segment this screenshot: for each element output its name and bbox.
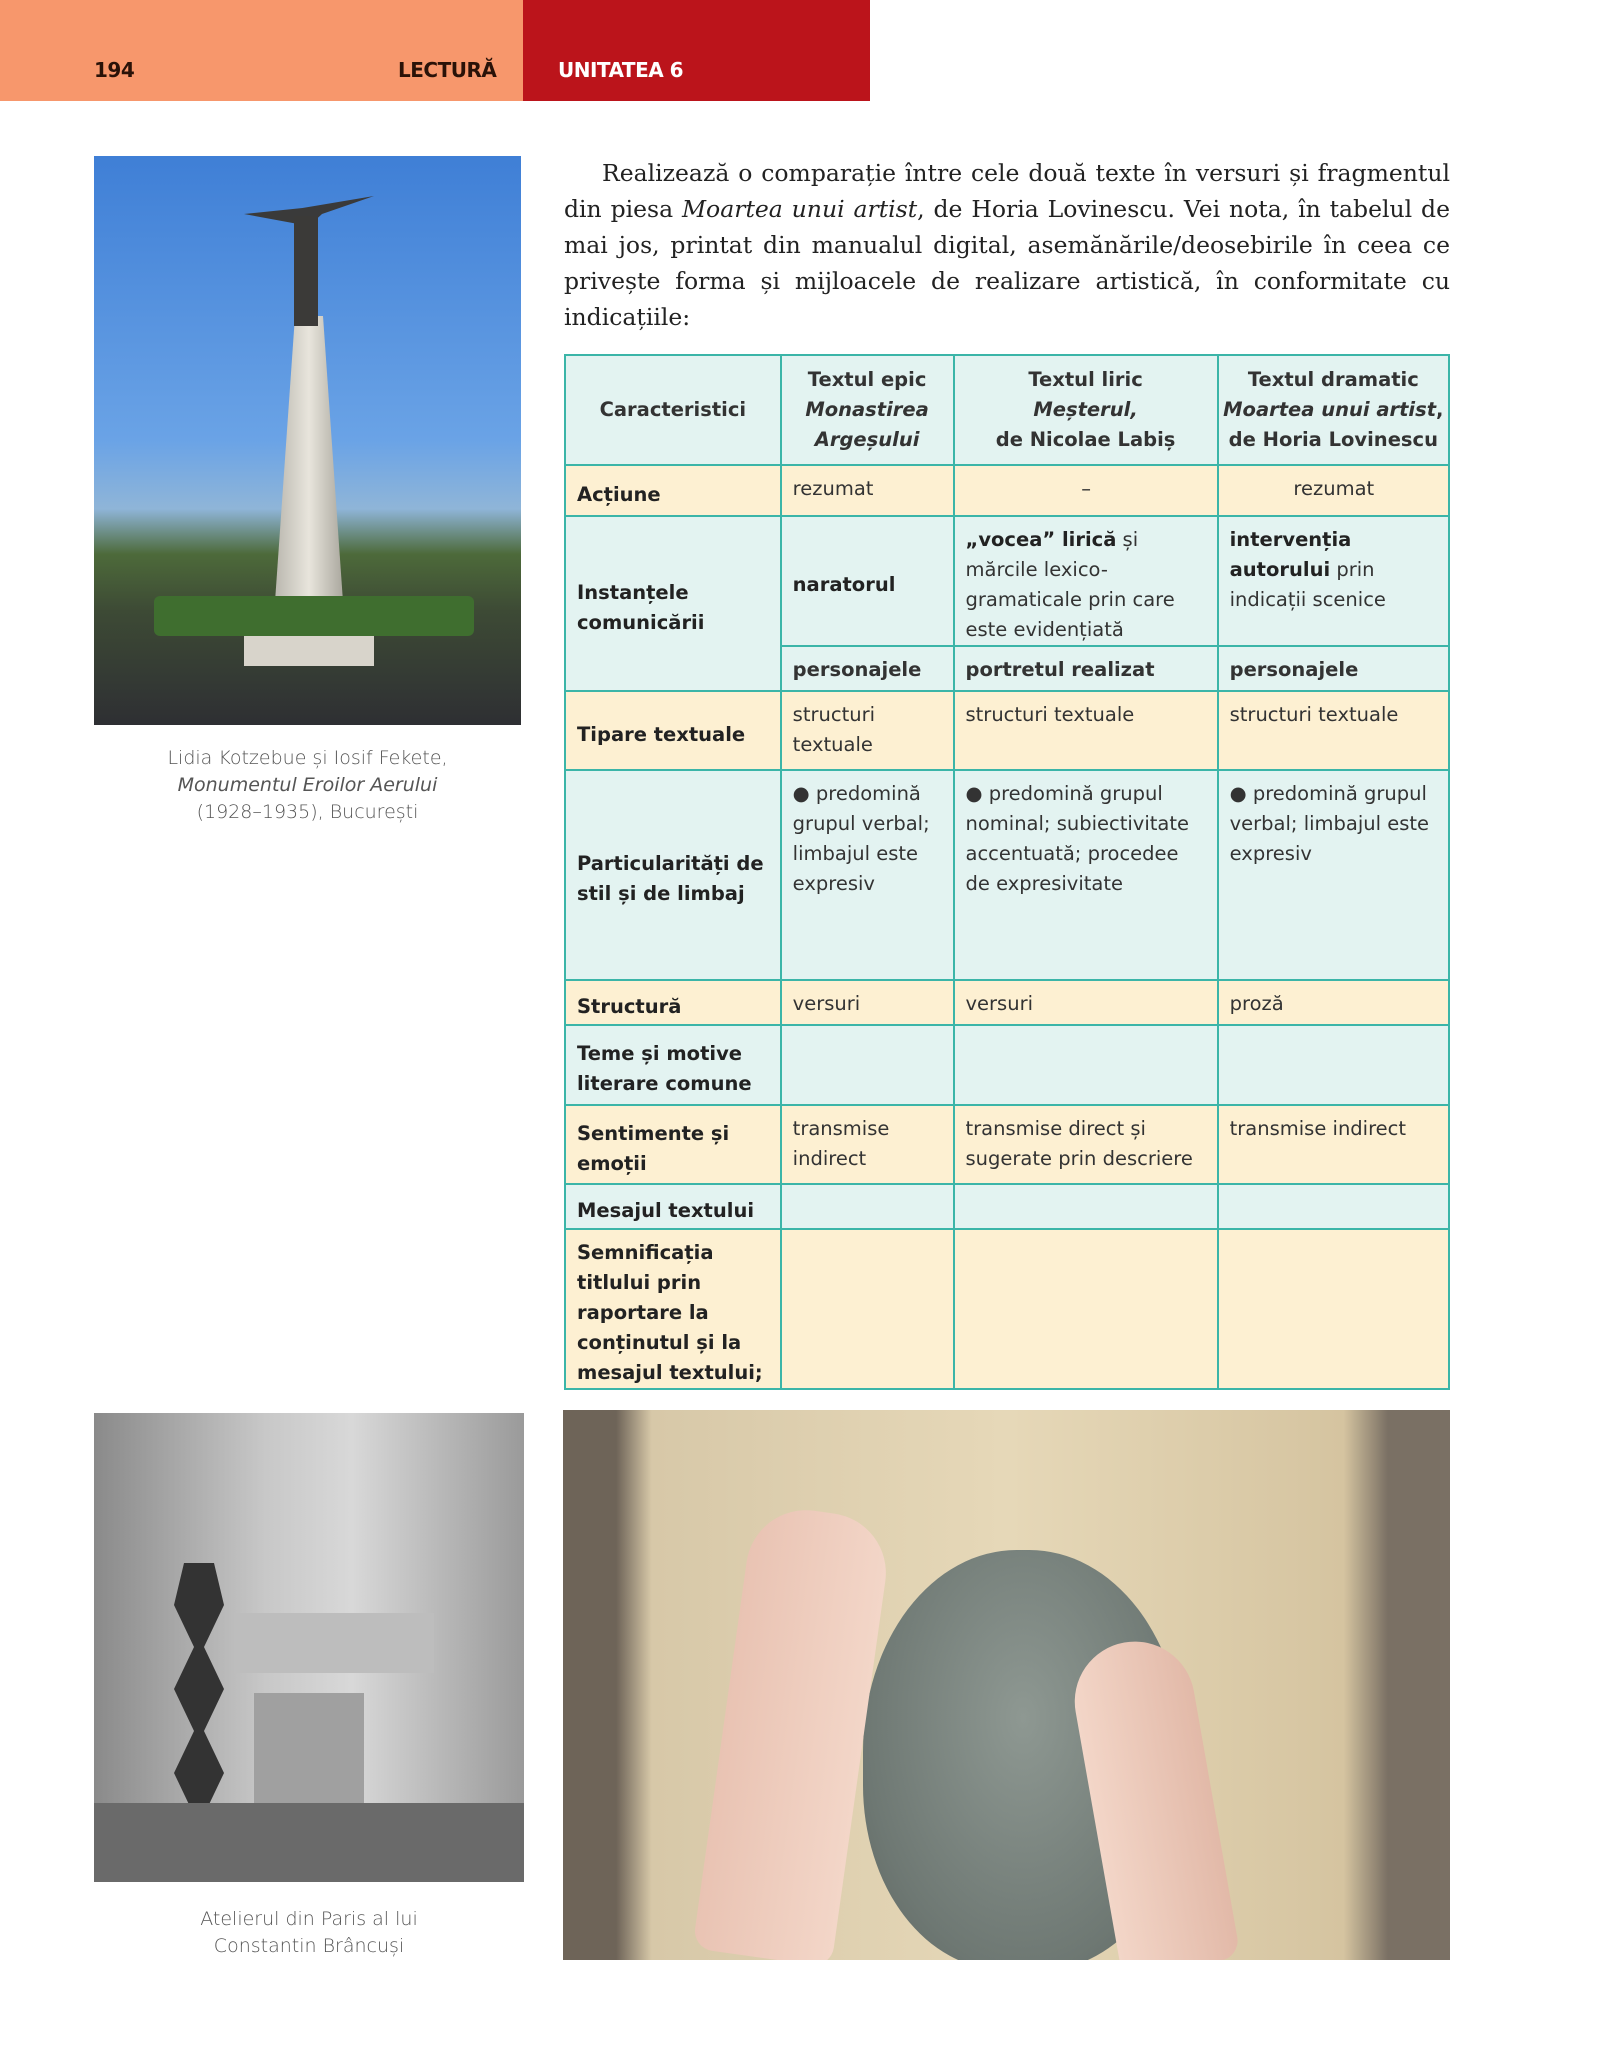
section-title: LECTURĂ [398, 58, 497, 82]
table-header-row [565, 355, 1449, 465]
cell-text: și mărcile lexico-gramaticale prin care este evidențiată [965, 528, 1175, 641]
table-cell: structuri textuale [781, 691, 954, 770]
header-line: Meșterul, [1033, 398, 1138, 421]
cell-bold: „vocea” lirică [965, 528, 1117, 551]
table-row [565, 1105, 1449, 1184]
empty-cell[interactable] [1218, 1184, 1449, 1229]
table-row [565, 1025, 1449, 1105]
table-cell: naratorul [781, 516, 954, 646]
empty-cell[interactable] [954, 1229, 1218, 1389]
header-section-bar [0, 0, 523, 101]
table-cell: – [954, 465, 1218, 516]
table-cell [954, 516, 1218, 646]
table-cell: rezumat [781, 465, 954, 516]
atelier-caption [94, 1906, 524, 1960]
row-label: Instanțele comunicării [565, 516, 781, 691]
table-cell [1218, 516, 1449, 646]
intro-text: Realizează o comparație între cele două texte în versuri și fragmentul din piesa [564, 159, 1450, 223]
table-row [565, 691, 1449, 770]
row-label: Teme și motive literare comune [565, 1025, 781, 1105]
table-cell: portretul realizat [954, 646, 1218, 691]
header-line: Textul liric [1028, 368, 1143, 391]
row-label: Particularități de stil și de limbaj [565, 770, 781, 980]
header-line: Textul dramatic [1247, 368, 1419, 391]
table-row [565, 1229, 1449, 1389]
header-cell [1218, 355, 1449, 465]
header-line: de Nicolae Labiș [995, 428, 1176, 451]
table-cell: personajele [1218, 646, 1449, 691]
table-cell: versuri [954, 980, 1218, 1025]
table-cell: ● predomină grupul nominal; subiectivitate accentuată; procedee de expresivitate [954, 770, 1218, 980]
header-cell [954, 355, 1218, 465]
empty-cell[interactable] [781, 1025, 954, 1105]
row-label: Semnificația titlului prin raportare la conținutul și la mesajul textului; [565, 1229, 781, 1389]
monument-photo [94, 156, 521, 725]
header-line: Moartea unui artist [1223, 398, 1437, 421]
intro-text: , de Horia Lovinescu. Vei nota, în tabelul de mai jos, printat din manualul digital, asemănările/deosebirile în ceea ce privește forma și mijloacele de realizare artistică, în conformitate cu indicațiile: [564, 195, 1450, 331]
header-cell: Caracteristici [565, 355, 781, 465]
clay-sculpting-photo [563, 1410, 1450, 1960]
table-row [565, 770, 1449, 980]
table-cell: personajele [781, 646, 954, 691]
monument-caption [94, 745, 521, 826]
table-row [565, 516, 1449, 646]
table-cell: structuri textuale [1218, 691, 1449, 770]
empty-cell[interactable] [1218, 1229, 1449, 1389]
page-number: 194 [94, 58, 135, 82]
table-cell: transmise indirect [1218, 1105, 1449, 1184]
table-row [565, 980, 1449, 1025]
caption-line: Constantin Brâncuși [213, 1935, 405, 1957]
empty-cell[interactable] [1218, 1025, 1449, 1105]
unit-title: UNITATEA 6 [558, 58, 684, 82]
brancusi-atelier-photo [94, 1413, 524, 1882]
row-label: Mesajul textului [565, 1184, 781, 1229]
header-cell [781, 355, 954, 465]
intro-play-title: Moartea unui artist [681, 195, 918, 223]
row-label: Structură [565, 980, 781, 1025]
caption-line: Lidia Kotzebue și Iosif Fekete, [167, 747, 448, 769]
header-line: , de Horia Lovinescu [1228, 398, 1444, 451]
header-unit-bar [523, 0, 870, 101]
table-cell: transmise indirect [781, 1105, 954, 1184]
table-cell: structuri textuale [954, 691, 1218, 770]
table-cell: rezumat [1218, 465, 1449, 516]
table-cell: transmise direct și sugerate prin descriere [954, 1105, 1218, 1184]
table-cell: ● predomină grupul verbal; limbajul este expresiv [1218, 770, 1449, 980]
row-label: Sentimente și emoții [565, 1105, 781, 1184]
empty-cell[interactable] [954, 1184, 1218, 1229]
table-cell: proză [1218, 980, 1449, 1025]
empty-cell[interactable] [781, 1184, 954, 1229]
header-line: Monastirea Argeșului [805, 398, 929, 451]
intro-paragraph [564, 155, 1450, 335]
row-label: Acțiune [565, 465, 781, 516]
empty-cell[interactable] [781, 1229, 954, 1389]
caption-line: Atelierul din Paris al lui [200, 1908, 418, 1930]
comparison-table [564, 354, 1450, 1390]
cell-text: prin indicații scenice [1229, 558, 1386, 611]
header-line: Textul epic [807, 368, 927, 391]
table-cell: ● predomină grupul verbal; limbajul este expresiv [781, 770, 954, 980]
table-cell: versuri [781, 980, 954, 1025]
empty-cell[interactable] [954, 1025, 1218, 1105]
cell-bold: intervenția autorului [1229, 528, 1352, 581]
table-row [565, 1184, 1449, 1229]
table-row [565, 465, 1449, 516]
row-label: Tipare textuale [565, 691, 781, 770]
caption-line: (1928–1935), București [196, 801, 419, 823]
caption-artwork-title: Monumentul Eroilor Aerului [177, 774, 438, 796]
